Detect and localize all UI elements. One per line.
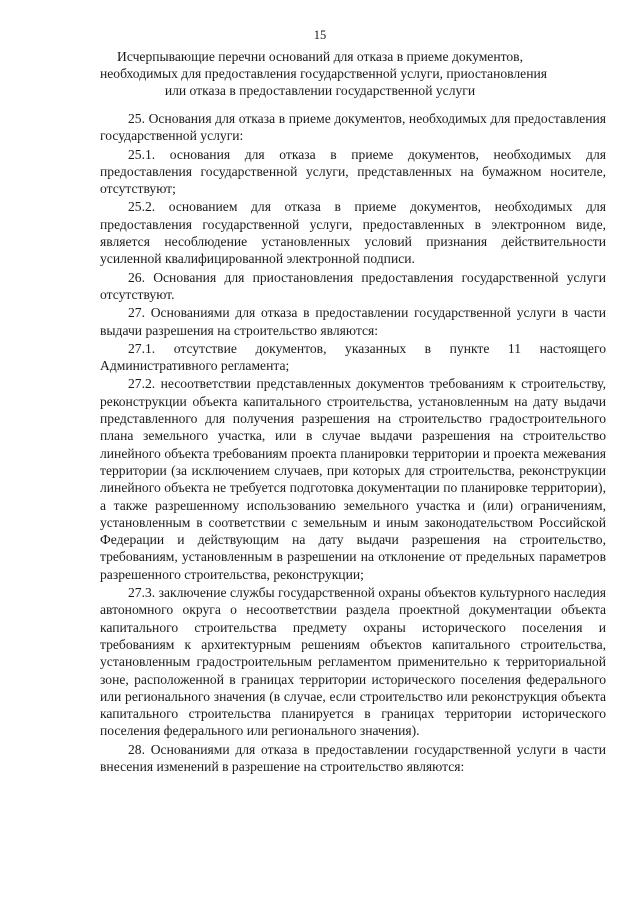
paragraph-26: 26. Основания для приостановления предоставления государственной услуги отсутствуют.: [100, 269, 606, 302]
paragraph-25-1: 25.1. основания для отказа в приеме документов, необходимых для предоставления государственной услуги, представленных на бумажном носителе, отсутствуют;: [100, 146, 606, 197]
page-number: 15: [313, 28, 327, 42]
paragraph-27: 27. Основаниями для отказа в предоставлении государственной услуги в части выдачи разрешения на строительство являются:: [100, 305, 606, 338]
paragraph-27-2: 27.2. несоответствии представленных документов требованиям к строительству, реконструкции объекта капитального строительства, установленным на дату выдачи представленного для получения разрешения на строительство градостроительного плана земельного участка, или в случае выдачи разрешения на строительство линейного объекта требованиям проекта планировки территории и проекта межевания территории (за исключением случаев, при которых для строительства, реконструкции линейного объекта не требуется подготовка документации по планировке территории), а также разрешенному использованию земельного участка и (или) ограничениям, установленным в соответствии с земельным и иным законодательством Российской Федерации и действующим на дату выдачи разрешения на строительство, требованиям, установленным в разрешении на отклонение от предельных параметров разрешенного строительства, реконструкции;: [100, 376, 606, 582]
document-body: [100, 110, 606, 775]
heading-line: Исчерпывающие перечни оснований для отказа в приеме документов,: [117, 49, 523, 64]
paragraph-25: 25. Основания для отказа в приеме документов, необходимых для предоставления государственной услуги:: [100, 111, 606, 144]
paragraph-28: 28. Основаниями для отказа в предоставлении государственной услуги в части внесения изменений в разрешение на строительство являются:: [100, 741, 606, 774]
heading-line: или отказа в предоставлении государственной услуги: [164, 83, 476, 98]
paragraph-27-3: 27.3. заключение службы государственной охраны объектов культурного наследия автономного округа о несоответствии раздела проектной документации объекта капитального строительства предмету охраны исторического поселения и требованиям к архитектурным решениям объектов капитального строительства, установленным градостроительным регламентом применительно к территориальной зоне, расположенной в границах территории исторического поселения федерального или регионального значения (в случае, если строительство или реконструкция объекта капитального строительства планируется в границах территории исторического поселения федерального или регионального значения).: [100, 585, 606, 739]
heading-line: необходимых для предоставления государственной услуги, приостановления: [100, 66, 547, 81]
paragraph-27-1: 27.1. отсутствие документов, указанных в пункте 11 настоящего Административного регламента;: [100, 340, 606, 374]
section-heading: [100, 48, 547, 99]
paragraph-25-2: 25.2. основанием для отказа в приеме документов, необходимых для предоставления государственной услуги, предоставленных в электронном виде, является несоблюдение установленных условий признания действительности усиленной квалифицированной электронной подписи.: [100, 199, 606, 267]
